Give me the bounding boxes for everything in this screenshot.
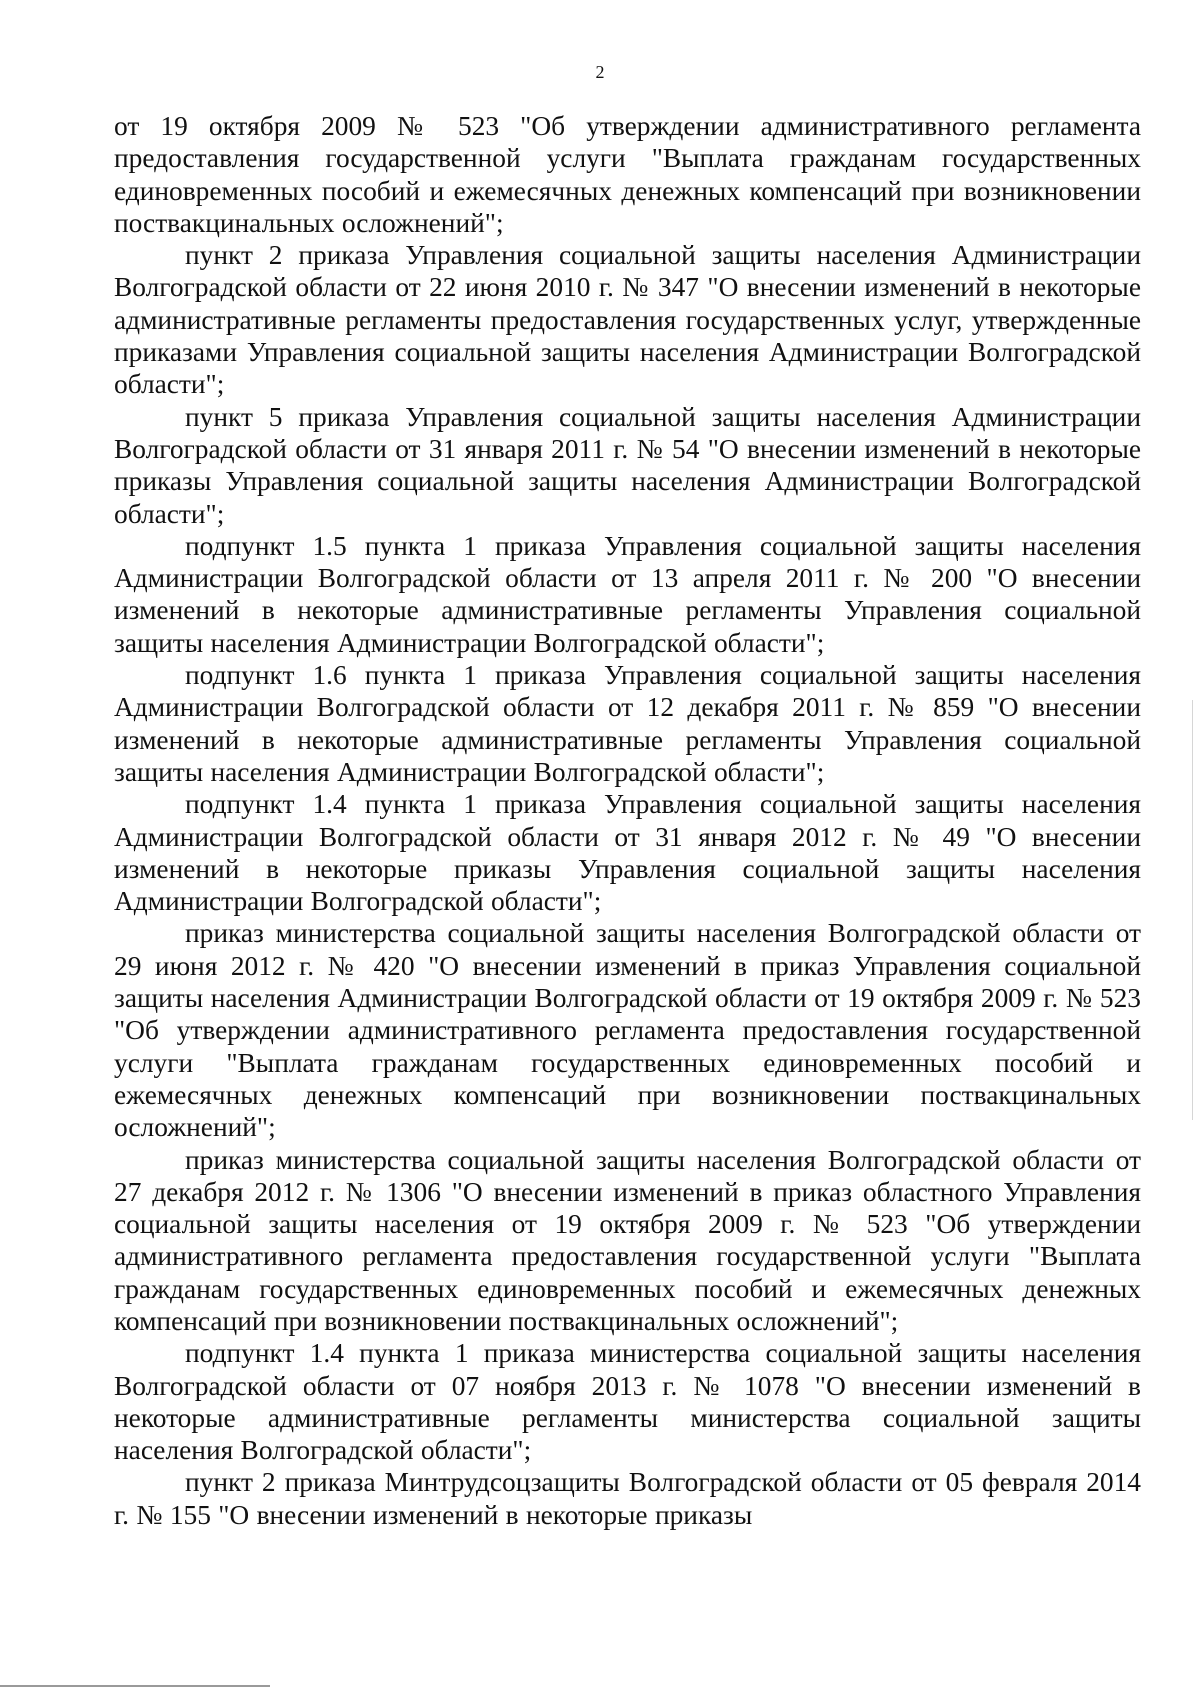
paragraph-order-859-2011: подпункт 1.6 пункта 1 приказа Управления социальной защиты населения Администрации Волгоградской области от 12 декабря 2011 г. № 859 "О внесении изменений в некоторые административные регламенты Управления социальной защиты населения Администрации Волгоградской области"; — [114, 660, 1141, 787]
page-number: 2 — [595, 62, 605, 82]
paragraph-regulation-2009-continuation: от 19 октября 2009 № 523 "Об утверждении административного регламента предоставления государственной услуги "Выплата гражданам государственных единовременных пособий и ежемесячных денежных компенсаций при возникновении поствакцинальных осложнений"; — [114, 111, 1141, 238]
paragraph-order-49-2012: подпункт 1.4 пункта 1 приказа Управления социальной защиты населения Администрации Волгоградской области от 31 января 2012 г. № 49 "О внесении изменений в некоторые приказы Управления социальной защиты населения Администрации Волгоградской области"; — [114, 789, 1141, 917]
paragraph-order-200-2011: подпункт 1.5 пункта 1 приказа Управления социальной защиты населения Администрации Волгоградской области от 13 апреля 2011 г. № 200 "О внесении изменений в некоторые административные регламенты Управления социальной защиты населения Администрации Волгоградской области"; — [114, 530, 1141, 658]
scan-bottom-line — [0, 1685, 270, 1687]
scan-edge-mark — [1192, 700, 1193, 1120]
paragraph-order-347-2010: пункт 2 приказа Управления социальной защиты населения Администрации Волгоградской области от 22 июня 2010 г. № 347 "О внесении изменений в некоторые административные регламенты предоставления государственных услуг, утвержденные приказами Управления социальной защиты населения Администрации Волгоградской области"; — [114, 240, 1141, 400]
paragraph-order-155-2014: пункт 2 приказа Минтрудсоцзащиты Волгоградской области от 05 февраля 2014 г. № 155 "О внесении изменений в некоторые приказы — [114, 1467, 1141, 1530]
paragraph-order-420-2012: приказ министерства социальной защиты населения Волгоградской области от 29 июня 2012 г. № 420 "О внесении изменений в приказ Управления социальной защиты населения Администрации Волгоградской области от 19 октября 2009 г. № 523 "Об утверждении административного регламента предоставления государственной услуги "Выплата гражданам государственных единовременных пособий и ежемесячных денежных компенсаций при возникновении поствакцинальных осложнений"; — [114, 918, 1141, 1143]
document-body — [114, 110, 1141, 1531]
paragraph-order-54-2011: пункт 5 приказа Управления социальной защиты населения Администрации Волгоградской области от 31 января 2011 г. № 54 "О внесении изменений в некоторые приказы Управления социальной защиты населения Администрации Волгоградской области"; — [114, 401, 1141, 529]
paragraph-order-1306-2012: приказ министерства социальной защиты населения Волгоградской области от 27 декабря 2012 г. № 1306 "О внесении изменений в приказ областного Управления социальной защиты населения от 19 октября 2009 г. № 523 "Об утверждении административного регламента предоставления государственной услуги "Выплата гражданам государственных единовременных пособий и ежемесячных денежных компенсаций при возникновении поствакцинальных осложнений"; — [114, 1144, 1141, 1336]
paragraph-order-1078-2013: подпункт 1.4 пункта 1 приказа министерства социальной защиты населения Волгоградской области от 07 ноября 2013 г. № 1078 "О внесении изменений в некоторые административные регламенты министерства социальной защиты населения Волгоградской области"; — [114, 1338, 1141, 1466]
